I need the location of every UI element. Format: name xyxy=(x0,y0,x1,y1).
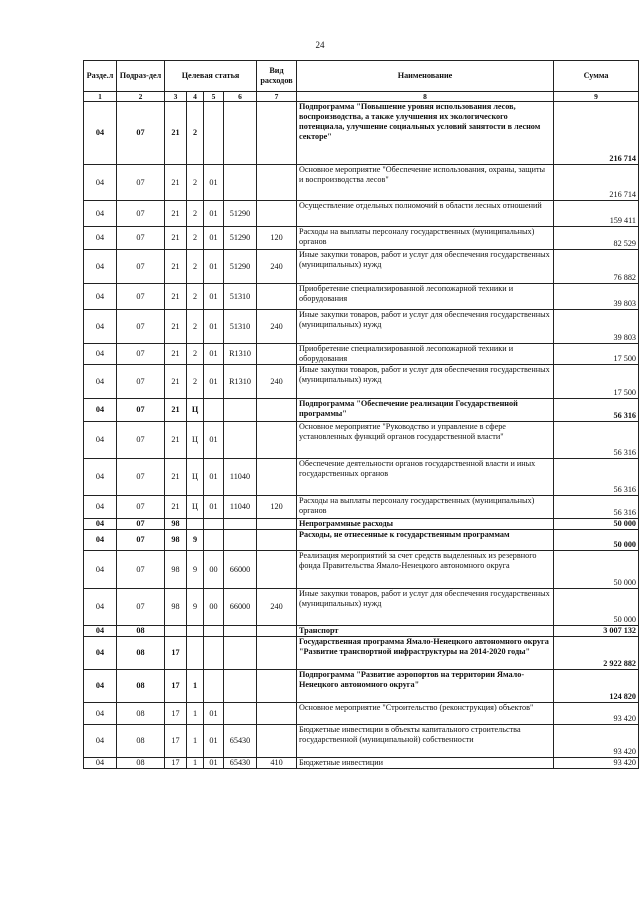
cell-name: Транспорт xyxy=(297,626,554,637)
cell-a: 21 xyxy=(165,165,187,201)
cell-v xyxy=(257,284,297,310)
cell-v xyxy=(257,459,297,496)
cell-p: 08 xyxy=(117,703,165,725)
cell-name: Расходы на выплаты персоналу государственных (муниципальных) органов xyxy=(297,496,554,519)
cell-a: 21 xyxy=(165,399,187,422)
cell-name: Бюджетные инвестиции в объекты капитального строительства государственной (муниципальной) собственности xyxy=(297,725,554,758)
table-row xyxy=(84,519,639,530)
cell-b: 2 xyxy=(187,284,204,310)
cell-sum: 159 411 xyxy=(554,201,639,227)
cell-v xyxy=(257,422,297,459)
cell-a: 21 xyxy=(165,227,187,250)
cell-b: 2 xyxy=(187,201,204,227)
cell-p: 07 xyxy=(117,589,165,626)
table-row xyxy=(84,165,639,201)
cell-sum: 56 316 xyxy=(554,459,639,496)
header-razdel: Разде.л xyxy=(84,61,117,92)
cell-r: 04 xyxy=(84,165,117,201)
column-number: 4 xyxy=(187,92,204,102)
cell-name: Основное мероприятие "Строительство (реконструкция) объектов" xyxy=(297,703,554,725)
cell-name: Приобретение специализированной лесопожарной техники и оборудования xyxy=(297,344,554,365)
cell-c: 00 xyxy=(204,551,224,589)
cell-sum: 50 000 xyxy=(554,519,639,530)
cell-v xyxy=(257,102,297,165)
table-row xyxy=(84,670,639,703)
cell-d xyxy=(224,670,257,703)
cell-sum: 39 803 xyxy=(554,284,639,310)
cell-d xyxy=(224,637,257,670)
cell-b: Ц xyxy=(187,399,204,422)
cell-a: 98 xyxy=(165,519,187,530)
cell-d: R1310 xyxy=(224,344,257,365)
cell-v xyxy=(257,399,297,422)
cell-d: 11040 xyxy=(224,496,257,519)
cell-name: Подпрограмма "Развитие аэропортов на территории Ямало-Ненецкого автономного округа" xyxy=(297,670,554,703)
cell-a: 17 xyxy=(165,758,187,769)
table-row xyxy=(84,102,639,165)
cell-c: 00 xyxy=(204,589,224,626)
cell-r: 04 xyxy=(84,758,117,769)
cell-c xyxy=(204,519,224,530)
cell-b: 1 xyxy=(187,725,204,758)
cell-r: 04 xyxy=(84,227,117,250)
table-row xyxy=(84,422,639,459)
cell-a: 21 xyxy=(165,102,187,165)
cell-sum: 17 500 xyxy=(554,365,639,399)
cell-a: 17 xyxy=(165,637,187,670)
cell-v xyxy=(257,626,297,637)
cell-a: 21 xyxy=(165,344,187,365)
cell-c: 01 xyxy=(204,459,224,496)
cell-r: 04 xyxy=(84,589,117,626)
header-sum: Сумма xyxy=(554,61,639,92)
cell-name: Иные закупки товаров, работ и услуг для обеспечения государственных (муниципальных) нужд xyxy=(297,365,554,399)
cell-sum: 50 000 xyxy=(554,589,639,626)
cell-b xyxy=(187,626,204,637)
cell-d: 66000 xyxy=(224,589,257,626)
table-row xyxy=(84,703,639,725)
cell-p: 07 xyxy=(117,422,165,459)
cell-c: 01 xyxy=(204,250,224,284)
cell-a: 21 xyxy=(165,310,187,344)
cell-r: 04 xyxy=(84,670,117,703)
cell-sum: 93 420 xyxy=(554,758,639,769)
cell-c xyxy=(204,670,224,703)
cell-sum: 56 316 xyxy=(554,399,639,422)
cell-a: 21 xyxy=(165,250,187,284)
column-number-row xyxy=(84,92,639,102)
cell-p: 08 xyxy=(117,725,165,758)
cell-name: Осуществление отдельных полномочий в области лесных отношений xyxy=(297,201,554,227)
cell-sum: 216 714 xyxy=(554,165,639,201)
cell-p: 07 xyxy=(117,102,165,165)
cell-d: 11040 xyxy=(224,459,257,496)
cell-b: Ц xyxy=(187,459,204,496)
cell-r: 04 xyxy=(84,284,117,310)
cell-name: Реализация мероприятий за счет средств выделенных из резервного фонда Правительства Ямало-Ненецкого автономного округа xyxy=(297,551,554,589)
cell-sum: 216 714 xyxy=(554,102,639,165)
column-number: 6 xyxy=(224,92,257,102)
cell-r: 04 xyxy=(84,399,117,422)
cell-sum: 82 529 xyxy=(554,227,639,250)
cell-a: 98 xyxy=(165,589,187,626)
table-row xyxy=(84,551,639,589)
table-row xyxy=(84,201,639,227)
cell-a: 98 xyxy=(165,530,187,551)
cell-a: 17 xyxy=(165,670,187,703)
cell-sum: 76 882 xyxy=(554,250,639,284)
cell-b: 2 xyxy=(187,310,204,344)
cell-r: 04 xyxy=(84,365,117,399)
cell-r: 04 xyxy=(84,201,117,227)
cell-a: 21 xyxy=(165,284,187,310)
cell-sum: 39 803 xyxy=(554,310,639,344)
cell-r: 04 xyxy=(84,310,117,344)
cell-d xyxy=(224,519,257,530)
cell-d: 51310 xyxy=(224,284,257,310)
cell-r: 04 xyxy=(84,637,117,670)
cell-sum: 3 007 132 xyxy=(554,626,639,637)
table-row xyxy=(84,459,639,496)
cell-sum: 124 820 xyxy=(554,670,639,703)
cell-d xyxy=(224,165,257,201)
table-body xyxy=(84,102,639,769)
cell-a: 21 xyxy=(165,201,187,227)
cell-r: 04 xyxy=(84,725,117,758)
cell-name: Подпрограмма "Обеспечение реализации Государственной программы" xyxy=(297,399,554,422)
cell-v xyxy=(257,637,297,670)
cell-p: 07 xyxy=(117,310,165,344)
column-number: 1 xyxy=(84,92,117,102)
table-row xyxy=(84,637,639,670)
cell-p: 07 xyxy=(117,519,165,530)
cell-c: 01 xyxy=(204,227,224,250)
cell-a: 21 xyxy=(165,496,187,519)
cell-name: Основное мероприятие "Обеспечение использования, охраны, защиты и воспроизводства лесов" xyxy=(297,165,554,201)
cell-p: 08 xyxy=(117,670,165,703)
cell-c: 01 xyxy=(204,344,224,365)
cell-d xyxy=(224,422,257,459)
cell-p: 07 xyxy=(117,459,165,496)
cell-d xyxy=(224,703,257,725)
cell-name: Непрограммные расходы xyxy=(297,519,554,530)
cell-v xyxy=(257,165,297,201)
cell-a: 21 xyxy=(165,459,187,496)
header-expense-type: Вид расходов xyxy=(257,61,297,92)
cell-b: 2 xyxy=(187,165,204,201)
cell-sum: 2 922 882 xyxy=(554,637,639,670)
column-number: 9 xyxy=(554,92,639,102)
cell-v xyxy=(257,519,297,530)
cell-p: 07 xyxy=(117,250,165,284)
cell-v: 240 xyxy=(257,310,297,344)
cell-v xyxy=(257,530,297,551)
cell-c: 01 xyxy=(204,422,224,459)
cell-p: 07 xyxy=(117,165,165,201)
cell-r: 04 xyxy=(84,496,117,519)
header-name: Наименование xyxy=(297,61,554,92)
cell-v xyxy=(257,201,297,227)
cell-b xyxy=(187,637,204,670)
cell-d xyxy=(224,530,257,551)
cell-a: 17 xyxy=(165,725,187,758)
cell-name: Подпрограмма "Повышение уровня использования лесов, воспроизводства, а также улучшения их экологического потенциала, улучшение социальных условий занятости в лесном секторе" xyxy=(297,102,554,165)
cell-c: 01 xyxy=(204,165,224,201)
cell-c xyxy=(204,102,224,165)
cell-r: 04 xyxy=(84,530,117,551)
cell-sum: 93 420 xyxy=(554,703,639,725)
cell-a: 98 xyxy=(165,551,187,589)
cell-p: 07 xyxy=(117,201,165,227)
cell-r: 04 xyxy=(84,250,117,284)
cell-b: Ц xyxy=(187,496,204,519)
cell-v xyxy=(257,670,297,703)
cell-v xyxy=(257,703,297,725)
cell-c xyxy=(204,399,224,422)
cell-name: Расходы на выплаты персоналу государственных (муниципальных) органов xyxy=(297,227,554,250)
cell-c: 01 xyxy=(204,310,224,344)
cell-d xyxy=(224,102,257,165)
header-target-article: Целевая статья xyxy=(165,61,257,92)
table-row xyxy=(84,227,639,250)
table-row xyxy=(84,496,639,519)
column-number: 5 xyxy=(204,92,224,102)
table-row xyxy=(84,399,639,422)
column-number: 2 xyxy=(117,92,165,102)
cell-b: 1 xyxy=(187,670,204,703)
cell-name: Государственная программа Ямало-Ненецкого автономного округа "Развитие транспортной инфраструктуры на 2014-2020 годы" xyxy=(297,637,554,670)
cell-name: Бюджетные инвестиции xyxy=(297,758,554,769)
cell-b: 9 xyxy=(187,530,204,551)
cell-c: 01 xyxy=(204,725,224,758)
cell-b: 2 xyxy=(187,365,204,399)
cell-d: 65430 xyxy=(224,758,257,769)
cell-r: 04 xyxy=(84,551,117,589)
cell-b: 1 xyxy=(187,758,204,769)
cell-sum: 56 316 xyxy=(554,496,639,519)
cell-d: 51290 xyxy=(224,201,257,227)
cell-b: 2 xyxy=(187,250,204,284)
table-row xyxy=(84,530,639,551)
cell-sum: 50 000 xyxy=(554,530,639,551)
cell-p: 07 xyxy=(117,365,165,399)
table-row xyxy=(84,758,639,769)
cell-r: 04 xyxy=(84,344,117,365)
cell-p: 08 xyxy=(117,758,165,769)
table-row xyxy=(84,365,639,399)
cell-sum: 17 500 xyxy=(554,344,639,365)
table-row xyxy=(84,589,639,626)
table-header-row xyxy=(84,61,639,92)
cell-b: 1 xyxy=(187,703,204,725)
cell-v: 240 xyxy=(257,365,297,399)
page-number: 24 xyxy=(315,40,325,50)
cell-sum: 93 420 xyxy=(554,725,639,758)
cell-v xyxy=(257,725,297,758)
cell-name: Иные закупки товаров, работ и услуг для обеспечения государственных (муниципальных) нужд xyxy=(297,250,554,284)
column-number: 7 xyxy=(257,92,297,102)
cell-name: Приобретение специализированной лесопожарной техники и оборудования xyxy=(297,284,554,310)
cell-b: Ц xyxy=(187,422,204,459)
cell-v xyxy=(257,344,297,365)
cell-b: 2 xyxy=(187,102,204,165)
cell-d: 65430 xyxy=(224,725,257,758)
cell-p: 07 xyxy=(117,399,165,422)
cell-c: 01 xyxy=(204,365,224,399)
column-number: 8 xyxy=(297,92,554,102)
cell-b: 9 xyxy=(187,551,204,589)
header-podrazdel: Подраз-дел xyxy=(117,61,165,92)
cell-p: 07 xyxy=(117,227,165,250)
cell-c: 01 xyxy=(204,496,224,519)
table-row xyxy=(84,725,639,758)
cell-v: 410 xyxy=(257,758,297,769)
cell-c: 01 xyxy=(204,703,224,725)
cell-b: 2 xyxy=(187,227,204,250)
column-number: 3 xyxy=(165,92,187,102)
cell-r: 04 xyxy=(84,459,117,496)
cell-name: Иные закупки товаров, работ и услуг для обеспечения государственных (муниципальных) нужд xyxy=(297,589,554,626)
cell-r: 04 xyxy=(84,422,117,459)
cell-d: 66000 xyxy=(224,551,257,589)
cell-d: 51290 xyxy=(224,227,257,250)
cell-c: 01 xyxy=(204,201,224,227)
cell-sum: 50 000 xyxy=(554,551,639,589)
cell-d xyxy=(224,399,257,422)
cell-d: 51310 xyxy=(224,310,257,344)
cell-c: 01 xyxy=(204,284,224,310)
cell-r: 04 xyxy=(84,102,117,165)
cell-d: R1310 xyxy=(224,365,257,399)
cell-r: 04 xyxy=(84,703,117,725)
cell-b: 9 xyxy=(187,589,204,626)
cell-a: 17 xyxy=(165,703,187,725)
table-row xyxy=(84,284,639,310)
cell-a: 21 xyxy=(165,422,187,459)
cell-v: 240 xyxy=(257,589,297,626)
cell-p: 08 xyxy=(117,637,165,670)
cell-c xyxy=(204,530,224,551)
cell-p: 07 xyxy=(117,551,165,589)
table-row xyxy=(84,310,639,344)
table-row xyxy=(84,626,639,637)
cell-v xyxy=(257,551,297,589)
cell-a xyxy=(165,626,187,637)
table-row xyxy=(84,344,639,365)
cell-p: 07 xyxy=(117,530,165,551)
cell-p: 07 xyxy=(117,496,165,519)
cell-r: 04 xyxy=(84,519,117,530)
cell-name: Иные закупки товаров, работ и услуг для обеспечения государственных (муниципальных) нужд xyxy=(297,310,554,344)
cell-p: 07 xyxy=(117,284,165,310)
cell-v: 120 xyxy=(257,227,297,250)
cell-p: 08 xyxy=(117,626,165,637)
cell-v: 240 xyxy=(257,250,297,284)
cell-c: 01 xyxy=(204,758,224,769)
cell-b: 2 xyxy=(187,344,204,365)
cell-name: Основное мероприятие "Руководство и управление в сфере установленных функций органов государственной власти" xyxy=(297,422,554,459)
cell-b xyxy=(187,519,204,530)
cell-name: Обеспечение деятельности органов государственной власти и иных государственных органов xyxy=(297,459,554,496)
budget-table xyxy=(83,60,639,769)
table-row xyxy=(84,250,639,284)
cell-c xyxy=(204,637,224,670)
cell-d xyxy=(224,626,257,637)
cell-c xyxy=(204,626,224,637)
cell-name: Расходы, не отнесенные к государственным программам xyxy=(297,530,554,551)
cell-p: 07 xyxy=(117,344,165,365)
cell-sum: 56 316 xyxy=(554,422,639,459)
cell-r: 04 xyxy=(84,626,117,637)
cell-v: 120 xyxy=(257,496,297,519)
cell-d: 51290 xyxy=(224,250,257,284)
cell-a: 21 xyxy=(165,365,187,399)
